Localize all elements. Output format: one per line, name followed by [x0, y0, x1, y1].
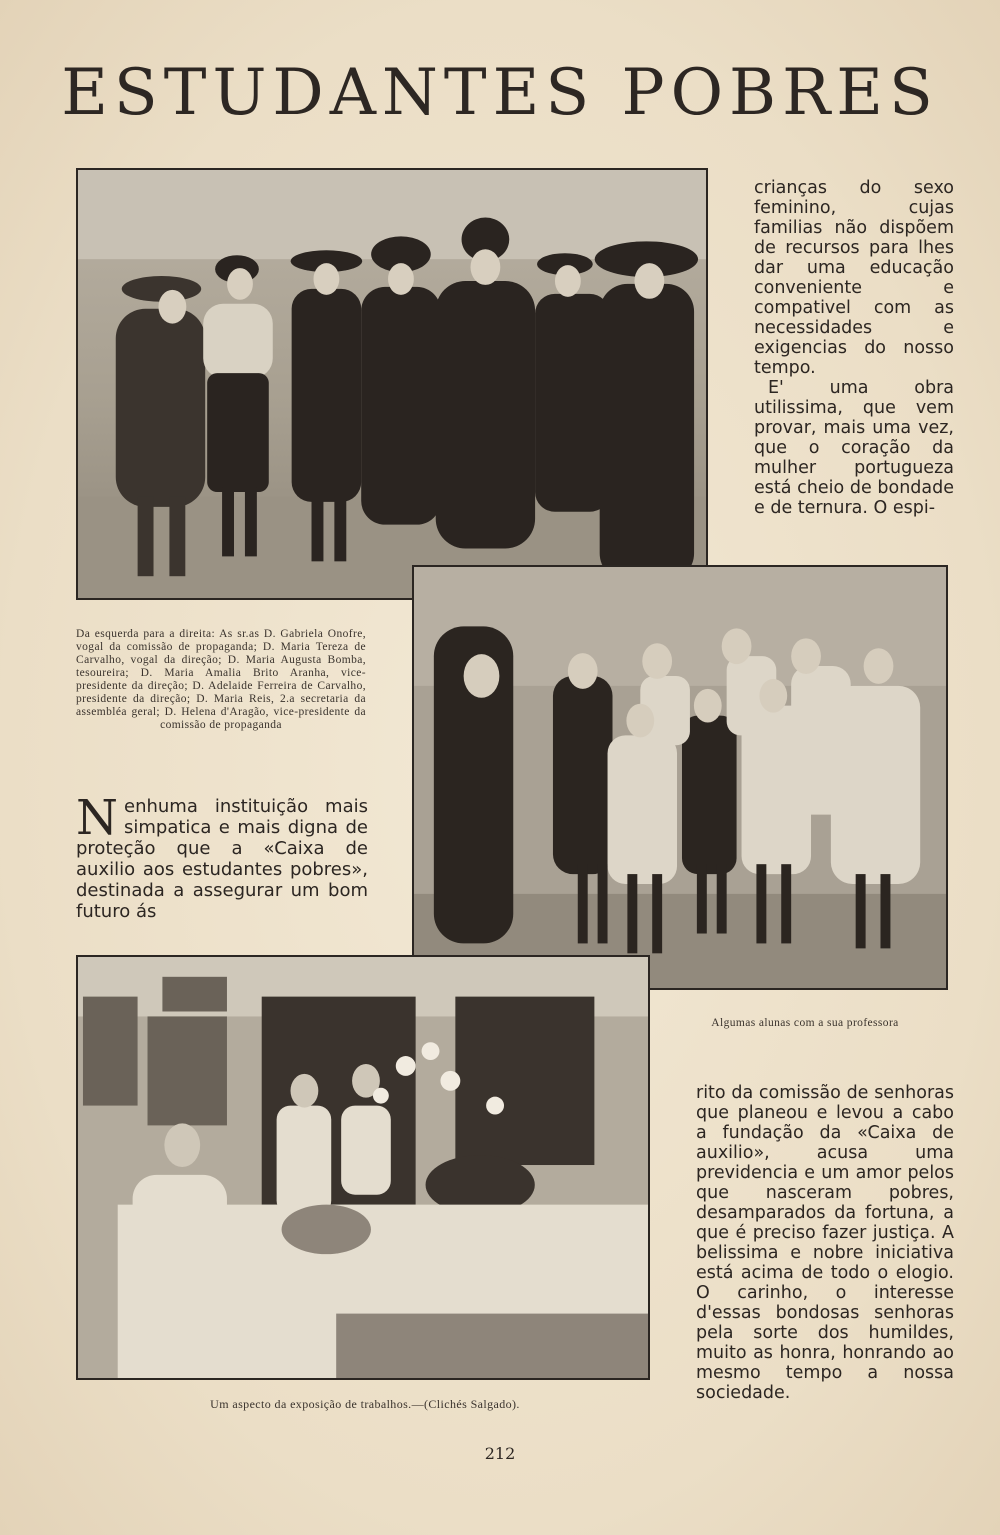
paragraph-obra: E' uma obra utilissima, que vem provar, mais uma vez, que o coração da mulher portugueza está cheio de bondade e de ternura. O espi- [754, 378, 954, 518]
paragraph-continuation: crianças do sexo feminino, cujas familias não dispõem de recursos para lhes dar uma educação conveniente e compativel com as necessidades e exigencias do nosso tempo. [754, 178, 954, 378]
photo-students-teacher [412, 565, 948, 990]
photo-students-image [414, 567, 946, 988]
dropcap-letter: N [76, 790, 118, 846]
text-column-top [754, 178, 954, 518]
page-title: ESTUDANTES POBRES [61, 56, 939, 130]
photo-ladies-image [78, 170, 706, 598]
caption-students: Algumas alunas com a sua professora [711, 1017, 899, 1029]
page-number: 212 [484, 1444, 516, 1463]
paragraph-comissao: rito da comissão de senhoras que planeou e levou a cabo a fundação da «Caixa de auxilio», acusa uma previdencia e um amor pelos que nasceram pobres, desamparados da fortuna, a que é preciso fazer justiça. A belissima e nobre iniciativa está acima de todo o elogio. O carinho, o interesse d'essas bondosas senhoras pela sorte dos humildes, muito as honra, honrando ao mesmo tempo a nossa sociedade. [696, 1083, 954, 1403]
photo-exhibition [76, 955, 650, 1380]
photo-group-ladies [76, 168, 708, 600]
text-column-bottom [696, 1083, 954, 1403]
text-intro [76, 790, 368, 922]
paragraph-intro: enhuma instituição mais simpatica e mais digna de proteção que a «Caixa de auxilio aos estudantes pobres», destinada a assegurar um bom futuro ás [76, 796, 368, 922]
photo-exhibition-image [78, 957, 648, 1378]
caption-exhibition: Um aspecto da exposição de trabalhos.—(Clichés Salgado). [210, 1397, 520, 1411]
caption-ladies: Da esquerda para a direita: As sr.as D. Gabriela Onofre, vogal da comissão de propaganda; D. Maria Tereza de Carvalho, vogal da direção; D. Maria Augusta Bomba, tesoureira; D. Maria Amalia Brito Aranha, vice-presidente da direção; D. Adelaide Ferreira de Carvalho, presidente da direção; D. Maria Reis, 2.a secretaria da assembléa geral; D. Helena d'Aragão, vice-presidente da comissão de propaganda [76, 628, 366, 731]
